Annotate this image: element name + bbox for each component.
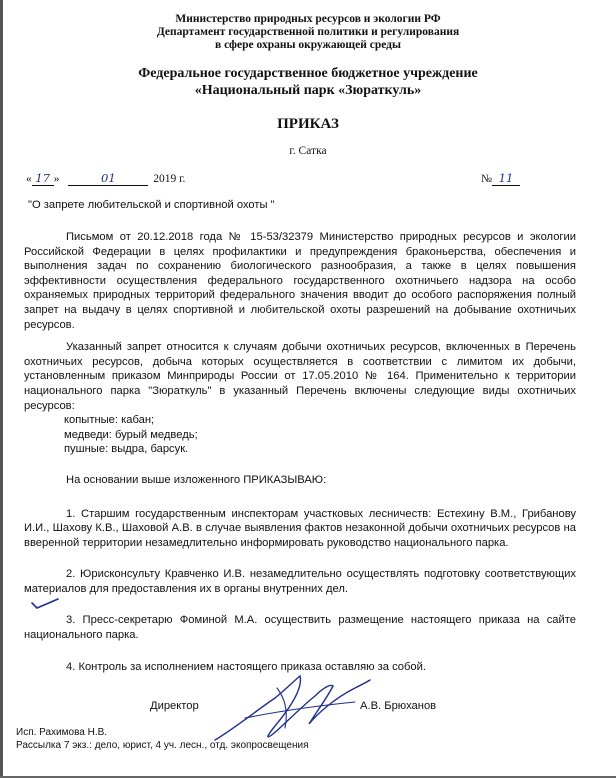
date-year: 2019 г. [153, 173, 186, 185]
order-item-2: 2. Юрисконсульту Кравченко И.В. незамедлительно осуществлять подготовку соответствующих материалов для предоставления их в органы внутренних дел. [24, 568, 576, 595]
signature-name: А.В. Брюханов [360, 700, 437, 712]
document-number [481, 171, 520, 186]
order-item-3: 3. Пресс-секретарю Фоминой М.А. осуществить размещение настоящего приказа на сайте национального парка. [24, 614, 576, 642]
document-body [24, 230, 576, 674]
executor-line: Исп. Рахимова Н.В. [16, 727, 108, 738]
document-subject: "О запрете любительской и спортивной охоты " [28, 199, 275, 211]
number-value: 11 [492, 171, 520, 186]
document-city: г. Сатка [289, 145, 327, 157]
order-item-1: 1. Старшим государственным инспекторам участковых лесничеств: Естехину В.М., Грибанову И.И., Шахову К.В., Шаховой А.В. в случае выявления фактов незаконной добычи охотничьих ресурсов на вверенной территории незамедлительно информировать руководство национального парка. [24, 507, 576, 549]
date-day: 17 [32, 171, 54, 186]
ministry-line-1: Министерство природных ресурсов и экологии РФ [175, 13, 441, 25]
distribution-line: Рассылка 7 экз.: дело, юрист, 4 уч. лесн., отд. экопросвещения [16, 740, 309, 751]
paragraph-2: Указанный запрет относится к случаям добычи охотничьих ресурсов, включенных в Перечень охотничьих ресурсов, добыча которых осуществляется в соответствии с лимитом их добычи, установленным приказом Минприроды России от 17.05.2010 № 164. Применительно к территории национального парка "Зюраткуль" в указанный Перечень включены следующие виды охотничьих ресурсов: [24, 341, 576, 412]
institution-line-1: Федеральное государственное бюджетное учреждение [138, 66, 478, 81]
number-label: № [481, 173, 492, 185]
species-item: медведи: бурый медведь; [64, 428, 198, 441]
signature-position: Директор [150, 700, 199, 712]
date-month: 01 [68, 171, 148, 186]
species-item: пушные: выдра, барсук. [64, 443, 189, 456]
checkmark-icon [30, 597, 60, 611]
institution-header [0, 65, 616, 99]
ministry-line-3: в сфере охраны окружающей среды [215, 39, 401, 51]
order-intro: На основании выше изложенного ПРИКАЗЫВАЮ: [66, 473, 327, 486]
document-title: ПРИКАЗ [277, 116, 339, 132]
date-open-quote: « [26, 173, 32, 185]
paragraph-1: Письмом от 20.12.2018 года № 15-53/32379 Министерство природных ресурсов и экологии Российской Федерации в целях профилактики и предупреждения браконьерства, обеспечения и выполнения задач по сохранению биологического разнообразия, а также в целях повышения эффективности осуществления федерального государственного охотничьего надзора на особо охраняемых природных территорий федерального значения вводит до особого распоряжения полный запрет на выдачу в целях спортивной и любительской охоты разрешений на добывание охотничьих ресурсов. [24, 231, 576, 331]
document-date [26, 171, 185, 186]
institution-line-2: «Национальный парк «Зюраткуль» [194, 83, 422, 98]
ministry-line-2: Департамент государственной политики и регулирования [156, 26, 460, 38]
ministry-header [0, 13, 616, 52]
date-close-quote: » [53, 173, 60, 185]
document-footer [16, 726, 309, 752]
order-item-4: 4. Контроль за исполнением настоящего приказа оставляю за собой. [66, 660, 427, 673]
species-item: копытные: кабан; [64, 414, 155, 427]
